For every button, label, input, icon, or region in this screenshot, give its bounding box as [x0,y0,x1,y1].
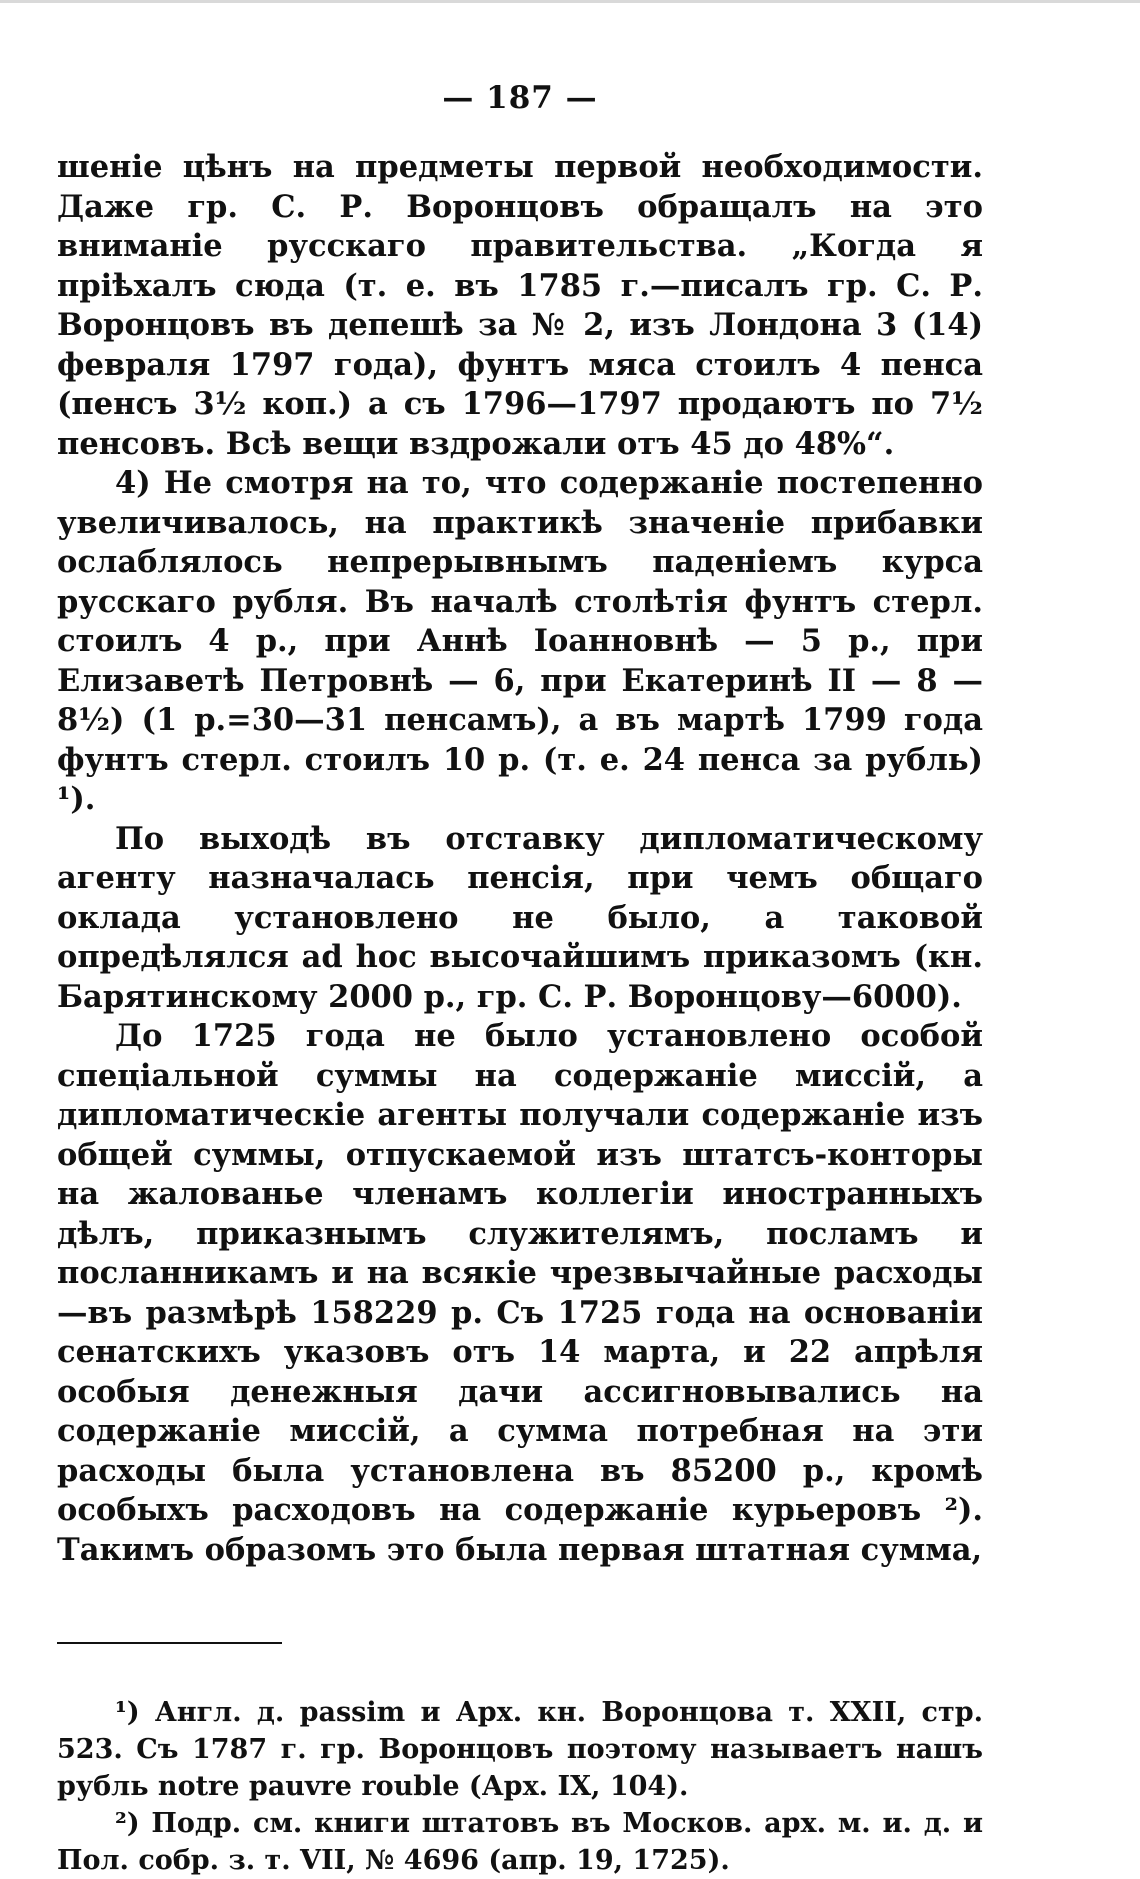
footnote-divider [57,1642,282,1644]
footnote-2: ²) Подр. см. книги штатовъ въ Москов. арх. м. и. д. и Пол. собр. з. т. VII, № 4696 (апр. 19, 1725). [57,1808,993,1876]
page-number: — 187 — [442,80,598,116]
footnote-1: ¹) Англ. д. passim и Арх. кн. Воронцова т. XXII, стр. 523. Съ 1787 г. гр. Воронцовъ поэтому называетъ нашъ рубль notre pauvre rouble (Арх. IX, 104). [57,1697,993,1802]
paragraph-4: 4) Не смотря на то, что содержаніе постепенно увеличивалось, на практикѣ значеніе прибавки ослаблялось непрерывнымъ паденіемъ курса русскаго рубля. Въ началѣ столѣтія фунтъ стерл. стоилъ 4 р., при Аннѣ Іоанновнѣ — 5 р., при Елизаветѣ Петровнѣ — 6, при Екатеринѣ II — 8 — 8½) (1 р.=30—31 пенсамъ), а въ мартѣ 1799 года фунтъ стерл. стоилъ 10 р. (т. е. 24 пенса за рубль) ¹). [57,465,994,817]
top-edge-rule [0,0,1140,3]
book-page [57,72,994,1879]
paragraph-pension: По выходѣ въ отставку дипломатическому агенту назначалась пенсія, при чемъ общаго оклада установлено не было, а таковой опредѣлялся ad hoc высочайшимъ приказомъ (кн. Барятинскому 2000 р., гр. С. Р. Воронцову—6000). [57,820,994,1015]
paragraph-continued: шеніе цѣнъ на предметы первой необходимости. Даже гр. С. Р. Воронцовъ обращалъ на это вниманіе русскаго правительства. „Когда я пріѣхалъ сюда (т. е. въ 1785 г.—писалъ гр. С. Р. Воронцовъ въ депешѣ за № 2, изъ Лондона 3 (14) февраля 1797 года), фунтъ мяса стоилъ 4 пенса (пенсъ 3½ коп.) а съ 1796—1797 продаютъ по 7½ пенсовъ. Всѣ вещи вздрожали отъ 45 до 48%“. [57,149,994,462]
paragraph-1725: До 1725 года не было установлено особой спеціальной суммы на содержаніе миссій, а дипломатическіе агенты получали содержаніе изъ общей суммы, отпускаемой изъ штатсъ-конторы на жалованье членамъ коллегіи иностранныхъ дѣлъ, приказнымъ служителямъ, посламъ и посланникамъ и на всякіе чрезвычайные расходы—въ размѣрѣ 158229 р. Съ 1725 года на основаніи сенатскихъ указовъ отъ 14 марта, и 22 апрѣля особыя денежныя дачи ассигновывались на содержаніе миссій, а сумма потребная на эти расходы была установлена въ 85200 р., кромѣ особыхъ расходовъ на содержаніе курьеровъ ²). Такимъ образомъ это была первая штатная сумма, [57,1018,994,1568]
